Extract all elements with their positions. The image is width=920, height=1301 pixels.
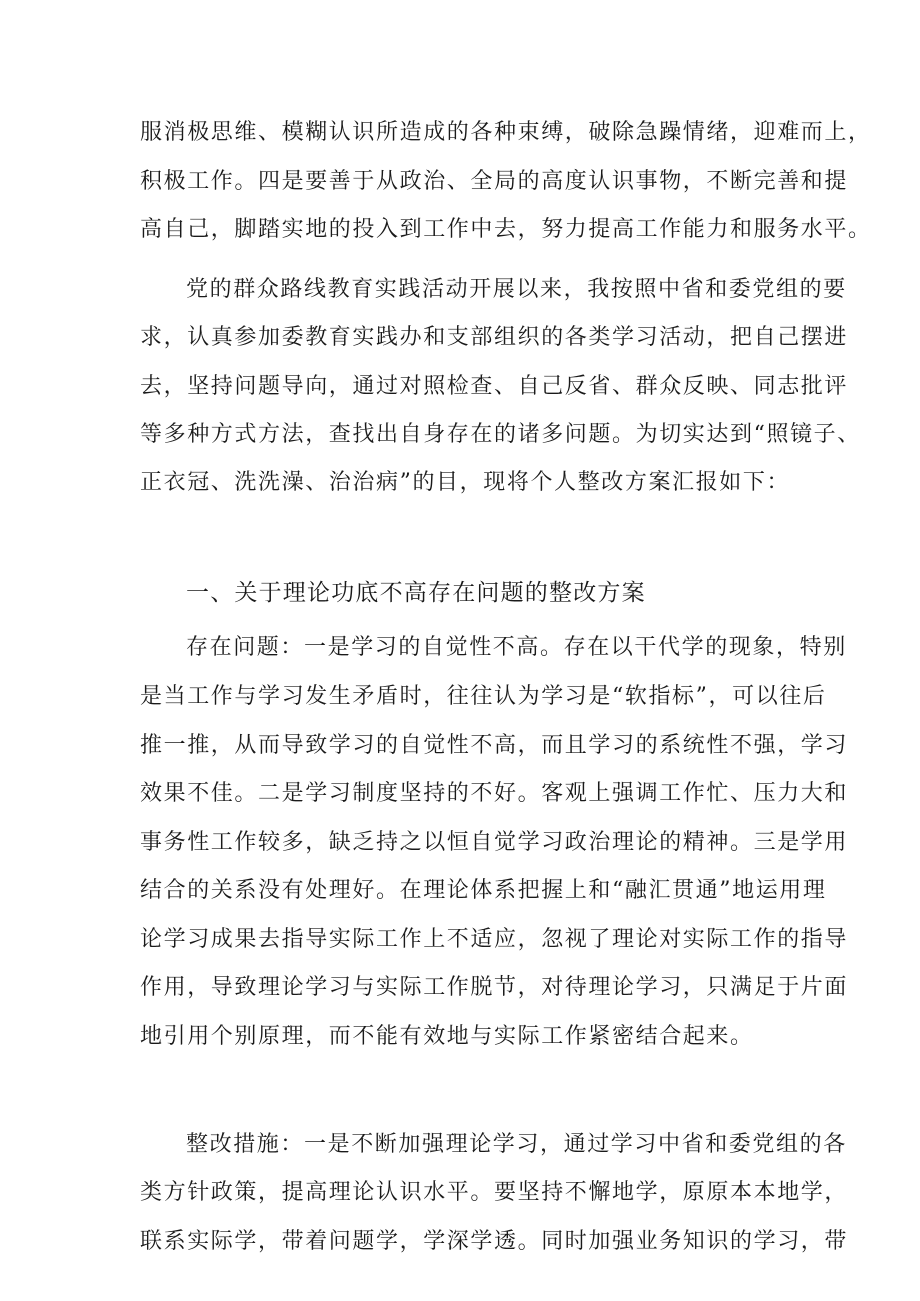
measures-line-2: 类方针政策，提高理论认识水平。要坚持不懈地学，原原本本地学， xyxy=(140,1180,849,1205)
problems-line-3: 推一推，从而导致学习的自觉性不高，而且学习的系统性不强，学习 xyxy=(140,733,849,758)
measures-line-1: 整改措施：一是不断加强理论学习，通过学习中省和委党组的各 xyxy=(186,1132,847,1157)
paragraph-2-line-4: 等多种方式方法，查找出自身存在的诸多问题。为切实达到“照镜子、 xyxy=(140,422,861,447)
paragraph-1-line-1: 服消极思维、模糊认识所造成的各种束缚，破除急躁情绪，迎难而上， xyxy=(140,120,872,145)
section-heading: 一、关于理论功底不高存在问题的整改方案 xyxy=(186,580,646,606)
measures-line-3: 联系实际学，带着问题学，学深学透。同时加强业务知识的学习，带 xyxy=(140,1229,849,1254)
paragraph-1-line-2: 积极工作。四是要善于从政治、全局的高度认识事物，不断完善和提 xyxy=(140,169,849,194)
problems-line-5: 事务性工作较多，缺乏持之以恒自觉学习政治理论的精神。三是学用 xyxy=(140,830,849,855)
problems-line-6: 结合的关系没有处理好。在理论体系把握上和“融汇贯通”地运用理 xyxy=(140,878,827,903)
paragraph-1-line-3: 高自己，脚踏实地的投入到工作中去，努力提高工作能力和服务水平。 xyxy=(140,217,872,242)
problems-line-4: 效果不佳。二是学习制度坚持的不好。客观上强调工作忙、压力大和 xyxy=(140,781,849,806)
paragraph-2-line-2: 求，认真参加委教育实践办和支部组织的各类学习活动，把自己摆进 xyxy=(140,325,849,350)
paragraph-2-line-1: 党的群众路线教育实践活动开展以来，我按照中省和委党组的要 xyxy=(186,277,847,302)
paragraph-2-line-3: 去，坚持问题导向，通过对照检查、自己反省、群众反映、同志批评 xyxy=(140,374,849,399)
problems-line-2: 是当工作与学习发生矛盾时，往往认为学习是“软指标”，可以往后 xyxy=(140,684,827,709)
problems-line-1: 存在问题：一是学习的自觉性不高。存在以干代学的现象，特别 xyxy=(186,635,847,660)
problems-line-9: 地引用个别原理，而不能有效地与实际工作紧密结合起来。 xyxy=(140,1024,754,1049)
problems-line-7: 论学习成果去指导实际工作上不适应，忽视了理论对实际工作的指导 xyxy=(140,927,849,952)
paragraph-2-line-5: 正衣冠、洗洗澡、治治病”的目，现将个人整改方案汇报如下： xyxy=(140,470,791,495)
problems-line-8: 作用，导致理论学习与实际工作脱节，对待理论学习，只满足于片面 xyxy=(140,975,849,1000)
